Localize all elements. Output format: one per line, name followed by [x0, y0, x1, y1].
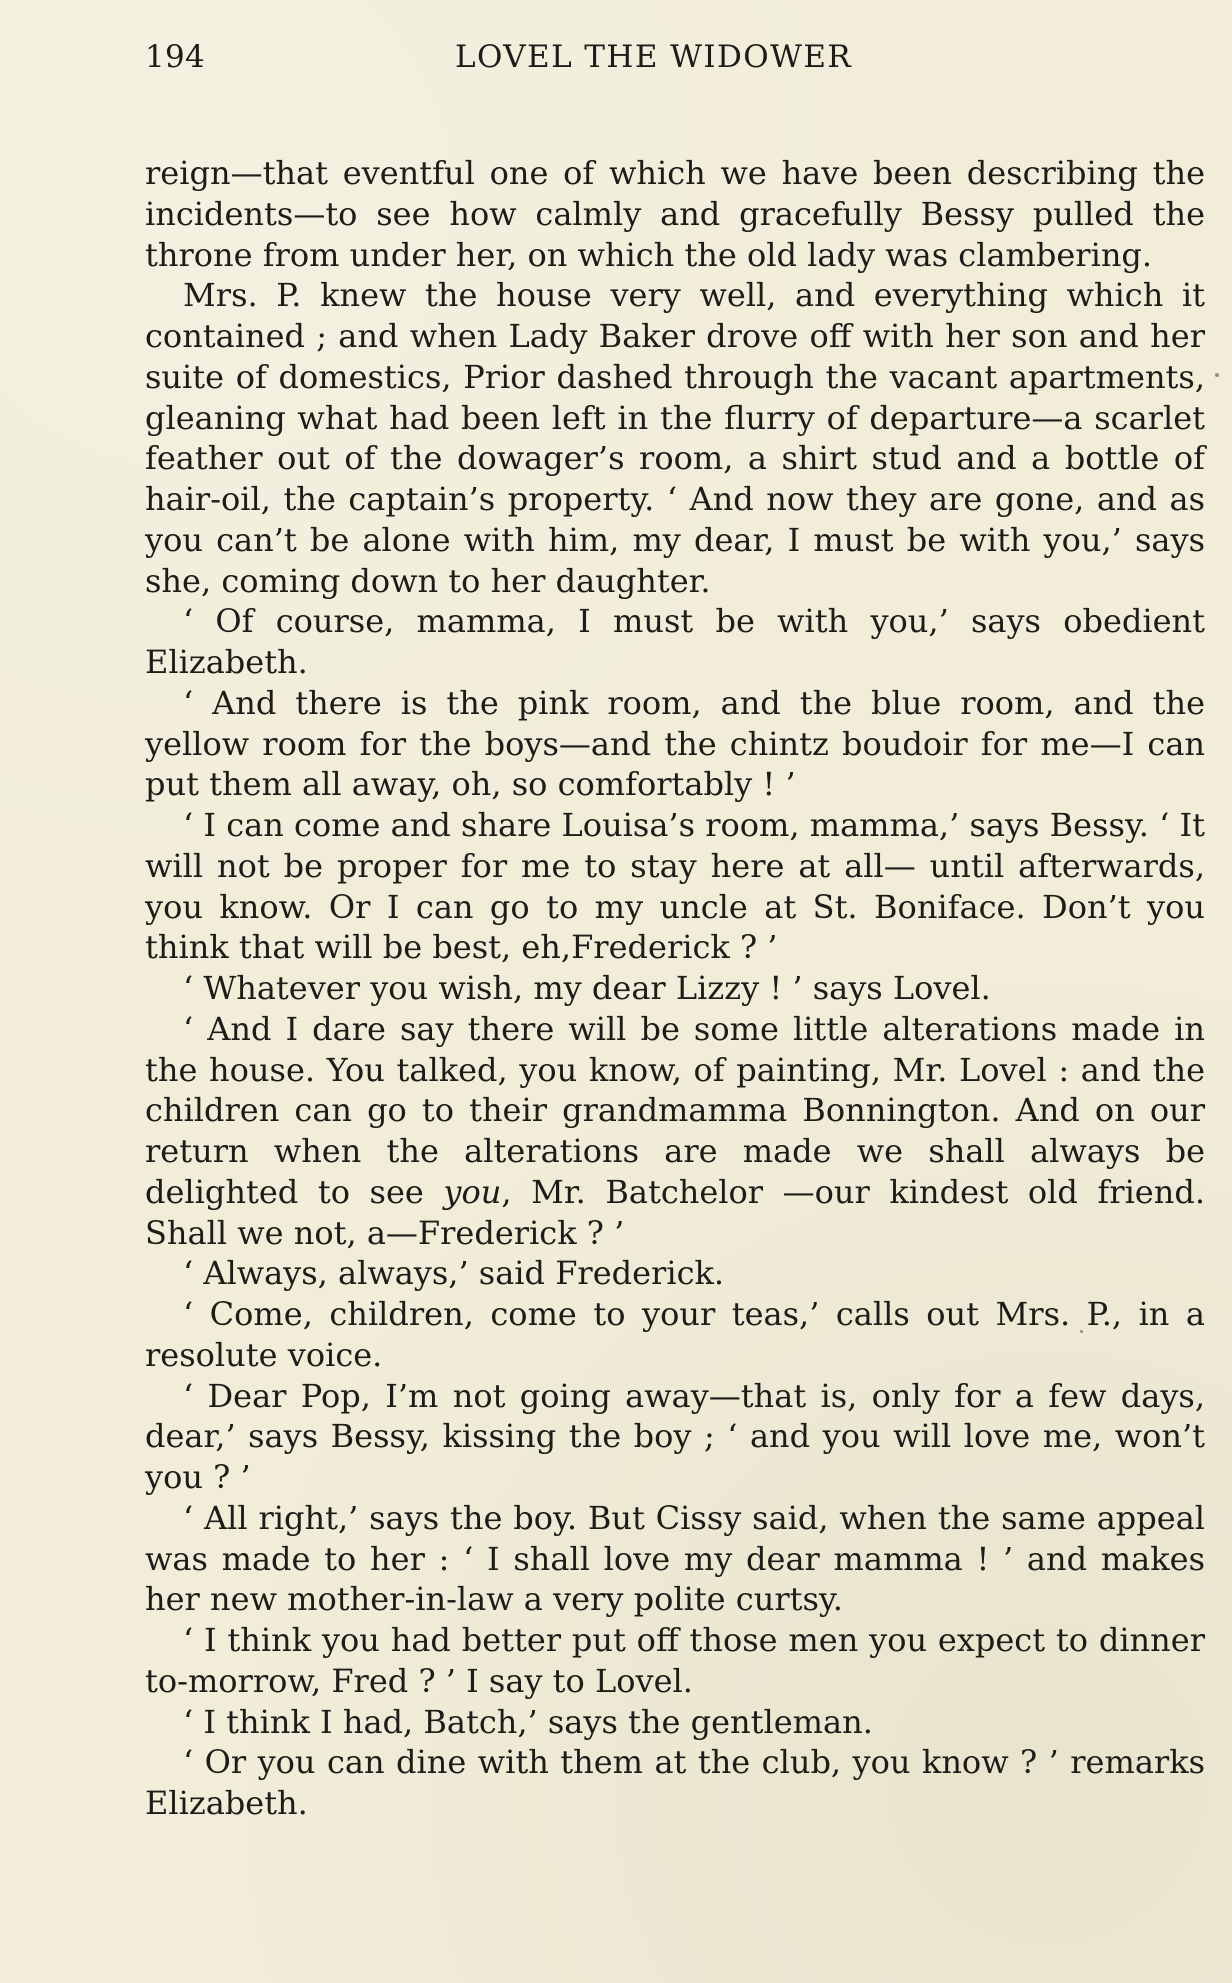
paragraph-6: ‘ Whatever you wish, my dear Lizzy ! ’ says Lovel. [183, 969, 991, 1007]
body-text [145, 153, 1205, 1824]
paragraph-9: ‘ Come, children, come to your teas,’ calls out Mrs. P., in a resolute voice. [145, 1295, 1205, 1374]
paragraph-5: ‘ I can come and share Louisa’s room, mamma,’ says Bessy. ‘ It will not be proper for me to stay here at all— until afterwards, you know. Or I can go to my uncle at St. Boniface. Don’t you think that will be best, eh,Frederick ? ’ [145, 806, 1205, 967]
paragraph-2: Mrs. P. knew the house very well, and everything which it contained ; and when Lady Baker drove off with her son and her suite of domestics, Prior dashed through the vacant apartments, gleaning what had been left in the flurry of departure—a scarlet feather out of the dowager’s room, a shirt stud and a bottle of hair-oil, the captain’s property. ‘ And now they are gone, and as you can’t be alone with him, my dear, I must be with you,’ says she, coming down to her daughter. [145, 276, 1205, 600]
paragraph-8: ‘ Always, always,’ said Frederick. [183, 1254, 725, 1293]
paragraph-7-text-before: ‘ And I dare say there will be some little alterations made in the house. You talked, you know, of painting, Mr. Lovel : and the children can go to their grandmamma Bonnington. And on our return when the alterations are made we shall always be delighted to see [145, 1009, 1205, 1211]
paragraph-10: ‘ Dear Pop, I’m not going away—that is, only for a few days, dear,’ says Bessy, kissing the boy ; ‘ and you will love me, won’t you ? ’ [145, 1376, 1205, 1496]
paragraph-7-emphasis: you [443, 1172, 502, 1211]
paragraph-7 [145, 1009, 1205, 1254]
page-header [145, 36, 1205, 90]
paragraph-1: reign—that eventful one of which we have been describing the incidents—to see how calmly and gracefully Bessy pulled the throne from under her, on which the old lady was clambering. [145, 154, 1205, 274]
paragraph-7-text-after: , Mr. Batchelor —our kindest old friend. Shall we not, a—Frederick ? ’ [145, 1172, 1206, 1252]
paragraph-3: ‘ Of course, mamma, I must be with you,’ says obedient Elizabeth. [145, 602, 1205, 681]
running-title: LOVEL THE WIDOWER [455, 39, 853, 75]
paragraph-4: ‘ And there is the pink room, and the blue room, and the yellow room for the boys—and the chintz boudoir for me—I can put them all away, oh, so comfortably ! ’ [145, 683, 1205, 804]
paper-speck [1215, 373, 1219, 377]
page-number: 194 [145, 39, 206, 75]
paragraph-14: ‘ Or you can dine with them at the club, you know ? ’ remarks Elizabeth. [145, 1743, 1205, 1822]
paper-speck [1080, 1330, 1083, 1333]
paragraph-12: ‘ I think you had better put off those men you expect to dinner to-morrow, Fred ? ’ I say to Lovel. [145, 1621, 1205, 1700]
paragraph-11: ‘ All right,’ says the boy. But Cissy said, when the same appeal was made to her : ‘ I shall love my dear mamma ! ’ and makes her new mother-in-law a very polite curtsy. [145, 1498, 1205, 1619]
paragraph-13: ‘ I think I had, Batch,’ says the gentleman. [183, 1702, 873, 1741]
